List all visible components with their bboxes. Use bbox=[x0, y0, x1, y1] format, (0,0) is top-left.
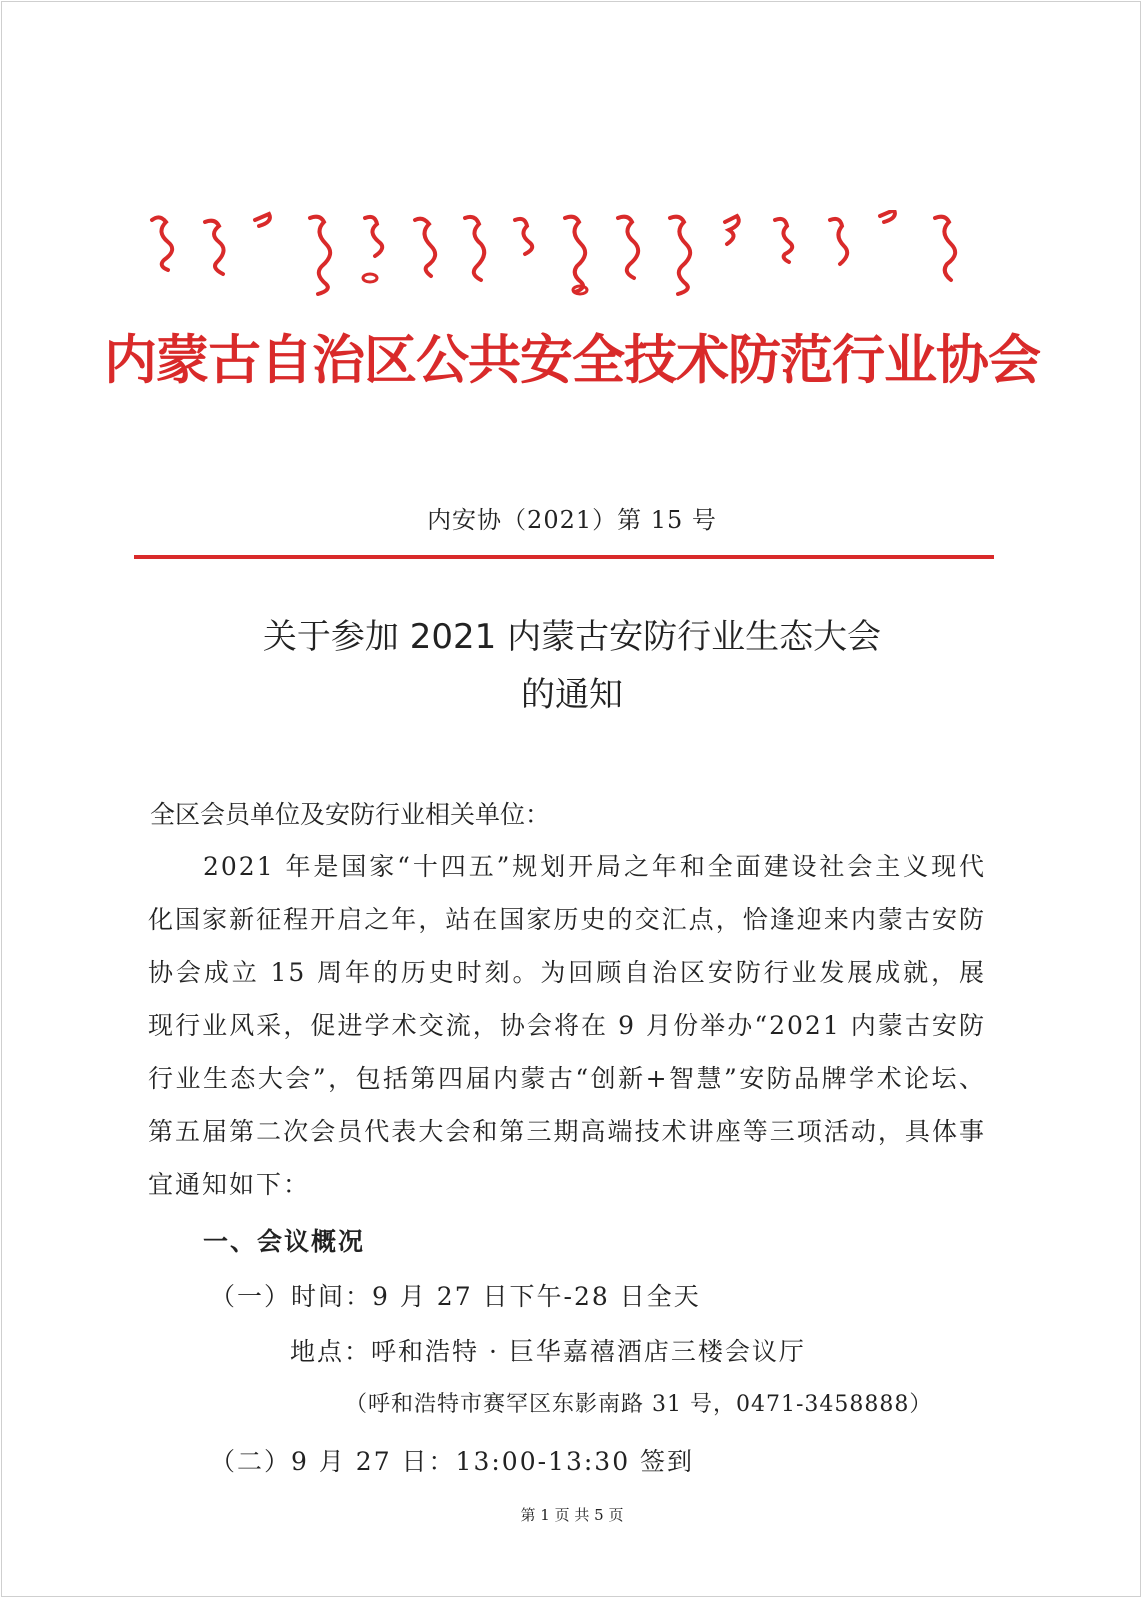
document-number: 内安协（2021）第 15 号 bbox=[427, 506, 717, 534]
section-heading: 一、会议概况 bbox=[203, 1227, 366, 1256]
check-in-time: （二）9 月 27 日：13:00-13:30 签到 bbox=[210, 1447, 695, 1476]
page-footer: 第 1 页 共 5 页 bbox=[520, 1506, 624, 1524]
meeting-address: （呼和浩特市赛罕区东影南路 31 号，0471-3458888） bbox=[345, 1392, 933, 1417]
meeting-location: 地点：呼和浩特 · 巨华嘉禧酒店三楼会议厅 bbox=[290, 1337, 806, 1366]
mongolian-script-logo bbox=[140, 210, 990, 310]
notice-title-line1: 关于参加 2021 内蒙古安防行业生态大会 bbox=[262, 617, 882, 657]
organization-name: 内蒙古自治区公共安全技术防范行业协会 bbox=[104, 329, 1040, 391]
red-divider-line bbox=[134, 555, 994, 559]
notice-title-line2: 的通知 bbox=[521, 675, 623, 715]
body-paragraph: 2021 年是国家“十四五”规划开局之年和全面建设社会主义现代化国家新征程开启之年，站在国家历史的交汇点，恰逢迎来内蒙古安防协会成立 15 周年的历史时刻。为回顾自治区安防行业发展成就，展现行业风采，促进学术交流，协会将在 9 月份举办“2021 内蒙古安防行业生态大会”，包括第四届内蒙古“创新+智慧”安防品牌学术论坛、第五届第二次会员代表大会和第三期高端技术讲座等三项活动，具体事宜通知如下： bbox=[148, 852, 986, 1199]
meeting-time: （一）时间：9 月 27 日下午-28 日全天 bbox=[210, 1282, 701, 1311]
notice-title bbox=[0, 608, 1144, 724]
salutation: 全区会员单位及安防行业相关单位： bbox=[150, 800, 551, 829]
